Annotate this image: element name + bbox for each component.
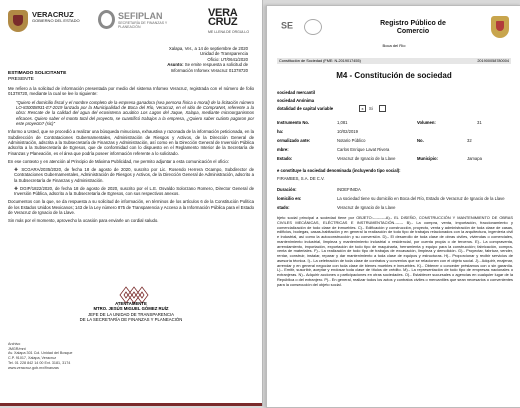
addressee-title: ESTIMADO SOLICITANTE — [8, 71, 67, 76]
state-shield-icon — [491, 16, 509, 38]
label-estado-2: stado: — [277, 205, 290, 210]
signature-role-1: JEFE DE LA UNIDAD DE TRANSPARENCIA — [87, 311, 175, 317]
footer-line-4: C.P. 91017, Xalapa, Veracruz — [8, 356, 57, 361]
request-quote: "Quiero el domicilio fiscal y el nombre completo de la empresa ganadora (sea persona física o moral) de la licitación número LO-830008931-E7-2019 lanzada por la Municipalidad de Boca del Río, Veracruz, en el sitio de CompraNet, referente a la obra: Rescate de la calidad del agua del ecosistema acuático Los Lagos del Jaque, Xalapa, mediante microorganismos eficaces. Quiero saber el monto total del proyecto, se cuantificó trabajos a la empresa, ¿Quiero saber cuánto pagaron por este proyecto? (sic)" — [16, 99, 254, 127]
label-denominacion: e constituye la sociedad denominada (incluyendo tipo social): — [277, 168, 401, 173]
signature-closing: ATENTAMENTE — [115, 301, 147, 306]
label-estado: Estado: — [277, 156, 293, 161]
attachment-bullet-1 — [8, 167, 254, 183]
addressee-sub: PRESENTE — [8, 77, 34, 82]
capital-variable-si: Si — [369, 106, 373, 111]
sefiplan-logo — [98, 8, 188, 38]
registry-id-bar — [277, 58, 511, 64]
label-fecha: ha: — [277, 129, 284, 134]
vera-cruz-logo — [208, 8, 256, 38]
state-seal-icon — [8, 10, 28, 32]
registry-place: Boca del Río — [382, 43, 406, 48]
corporate-purpose-text: bjeto social principal a sociedad tiene por OBJETO:----------A).- EL DISEÑO, CONSTRUCCIÓN Y MANTENIMIENTO DE OBRAS CIVILES MECÁNICAS, ELÉCTRICAS E INSTRUMENTACIÓN.------ B).- La compra, venta, importación, fraccionamiento y comercialización de todo clase de inmuebles. C).- Edificación y construcción, proyecto, venta y administración de toda clase de casas, edificios, bodegas, casas-habitación y en general la realización de todo tipo de trabajos relacionados con la arquitectura, ingeniería civil e industrial, así como la autoconstrucción y su conversión. D).- El desarrollo de toda clase de obras civiles, viviendas o comerciales, mantenimiento industrial, limpieza y mantenimiento industrial o residencial, por cuenta propia o de terceros. E).- La compraventa, arrendamiento, importación, exportación de todo tipo de maquinaria, herramienta y equipo para la construcción; fabricación, compra-venta de materiales. F).- La realización de todo tipo de trabajos de excavación, limpieza y demolición. G).- Proyectar, fabricar, vender, rentar, construir, instalar, reparar y dar mantenimiento a toda clase de equipos y estructuras. H).- Proporcionar y recibir servicios de asesoría técnica. I).- La celebración de toda clase de contratos y convenios que se relacionen con el objeto social. J).- Adquirir, enajenar, arrendar y en general negociar con toda clase de bienes muebles e inmuebles. K).- Obtener o conceder préstamos con o sin garantía. L).- Emitir, suscribir, aceptar y endosar toda clase de títulos de crédito. M).- La representación de todo tipo de empresas nacionales o extranjeras. N).- Adquirir acciones o participaciones en otras sociedades. O).- Establecer sucursales o agencias en cualquier lugar de la República o del extranjero. P).- En general, realizar todos los actos y contratos civiles o mercantiles que sean necesarios o convenientes para la consecución del objeto social. — [277, 215, 513, 287]
vera-cruz-logo-title: VERA CRUZ — [208, 7, 238, 28]
sefiplan-logo-subtitle: SECRETARÍA DE FINANZAS Y PLANEACIÓN — [118, 21, 168, 29]
footer-line-5: Tel. 01 228 842 14 00 Ext. 3181, 3174 — [8, 360, 71, 365]
eagle-emblem-icon — [304, 19, 322, 35]
label-sociedad-mercantil: sociedad mercantil — [277, 90, 315, 95]
label-notario-no: No. — [417, 138, 424, 143]
attachment-bullet-1-text: SCGARA/2035/2020, de fecha 18 de agosto de 2020, suscrito por Lic. Rosendo Herrera Ocampo, Subdirector de Contrataciones Gubernamentales, Administración de Riesgos y Activos, de la Dirección General de Administración, adscrito a la Subsecretaría de Finanzas y Administración. — [14, 167, 254, 183]
label-formalizado: ormalizado ante: — [277, 138, 311, 143]
capital-variable-checkbox[interactable]: x — [359, 105, 366, 112]
attachment-bullet-2-text: DGIP/1822/2020, de fecha 18 de agosto de 2020, suscrito por el L.E. Osvaldo Solorzano Romero, Director General de Inversión Pública, adscrito a la Subsecretaría de Egresos, con sus respectivos anexos. — [14, 185, 254, 197]
label-volumen: Volumen: — [417, 120, 436, 125]
value-instrumento: 1,081 — [337, 120, 348, 125]
letter-body — [8, 86, 254, 226]
paragraph-legal: Documentos con la que, se da respuesta a su solicitud de información, en términos de los artículos 6 de la Constitución Política de los Estados Unidos Mexicanos; 143 de la Ley número 875 de Transparencia y Acceso a la Información Pública para el Estado de Veracruz de Ignacio de la Llave. — [8, 199, 254, 216]
registry-id-left: Constitución de Sociedad (FME: N-2019017455) — [279, 59, 361, 63]
value-estado-2: Veracruz de Ignacio de la Llave — [337, 205, 396, 210]
footer-line-1: Archivo — [8, 342, 21, 346]
value-estado: Veracruz de Ignacio de la Llave — [337, 156, 396, 161]
letter-footer — [8, 342, 208, 370]
label-duracion: Duración: — [277, 187, 297, 192]
veracruz-logo-subtitle: GOBIERNO DEL ESTADO — [32, 18, 80, 23]
letter-oficio: Oficio: UT/0641/2020 — [207, 56, 248, 62]
signature-block — [0, 301, 262, 323]
paragraph-closing: Sin más por el momento, aprovecho la ocasión para enviarle un cordial saludo. — [8, 218, 159, 224]
signature-name: MTRO. JESÚS MIGUEL GÓMEZ RUÍZ — [93, 306, 169, 312]
veracruz-logo-title: VERACRUZ — [32, 10, 74, 19]
value-notario-no: 32 — [467, 138, 472, 143]
letter-unit: Unidad de Transparencia — [199, 51, 248, 57]
label-municipio: Municipio: — [417, 156, 438, 161]
registry-form-page — [266, 5, 520, 408]
label-instrumento: Instrumento No. — [277, 120, 310, 125]
capital-variable-no-checkbox[interactable] — [379, 105, 386, 112]
label-sociedad-anonima: sociedad Anónima — [277, 98, 315, 103]
value-domicilio: La sociedad tiene su domicilio en Boca del Río, Estado de Veracruz de Ignacio de la Llave — [337, 196, 505, 201]
value-fecha: 10/02/2019 — [337, 129, 358, 134]
letterhead — [8, 8, 258, 42]
attachment-bullet-2 — [8, 186, 254, 197]
footer-line-6: www.veracruz.gob.mx/finanzas — [8, 365, 59, 370]
value-nombre: Carlos Enrique Lavat Rivera — [337, 147, 390, 152]
letter-subject-label: Asunto: — [167, 62, 184, 68]
letter-reference-block — [108, 46, 248, 73]
bullet-icon: ❖ — [14, 167, 22, 173]
value-formalizado: Notario Público — [337, 138, 366, 143]
registry-title-line-1: Registro Público de — [380, 20, 446, 27]
registry-title-line-2: Comercio — [396, 28, 430, 35]
veracruz-logo — [8, 8, 88, 38]
letter-date: Xalapa, Ver., a 14 de septiembre de 2020 — [168, 46, 248, 51]
label-capital-variable: dotalidad de capital variable — [277, 106, 334, 111]
registry-header — [279, 16, 511, 42]
addressee — [8, 71, 66, 83]
se-logo-text: SE — [281, 20, 294, 31]
paragraph-context: En ese contexto y en atención al Principio de Máxima Publicidad, me permito adjuntar a esta comunicación el oficio: — [8, 158, 229, 164]
value-municipio: Jamapa — [467, 156, 482, 161]
paragraph-search: Informo a Usted, que se procedió a realizar una búsqueda minuciosa, exhaustiva y razonada de la información peticionada, en la Subdirección de Contrataciones Gubernamentales, Administración de Riesgos y Activos, de la Dirección General de Administración, adscrita a la Subsecretaría de Finanzas y Administración, así como en la Dirección General de Inversión Pública adscrita a la Subsecretaría de Egresos, que de conformidad con lo dispuesto en el Reglamento Interior de la Secretaría de Finanzas y Planeación, es el área que podría poseer información referente a lo solicitado. — [8, 129, 254, 156]
registry-id-right: 201900058780004 — [477, 59, 509, 63]
label-nombre: mbre: — [277, 147, 289, 152]
footer-line-2: JMGR/mnt — [8, 346, 26, 351]
se-logo — [281, 19, 322, 35]
paragraph-intro: Me refiero a la solicitud de información presentada por medio del sistema Infomex Veracruz, registrada con el número de folio 01378720, mediante la cual se lee lo siguiente: — [8, 86, 254, 97]
value-volumen: 31 — [477, 120, 482, 125]
sefiplan-mark-icon — [98, 10, 115, 29]
bullet-icon: ❖ — [14, 185, 21, 191]
letter-subject-cont: Información Infomex Veracruz 01378720 — [170, 67, 248, 73]
value-duracion: INDEFINIDA — [337, 187, 361, 192]
value-denominacion: FIRAMBES, S.A. DE C.V. — [277, 176, 325, 181]
footer-line-3: Av. Xalapa 301 Col. Unidad del Bosque — [8, 351, 73, 356]
label-domicilio: lomicilio en: — [277, 196, 302, 201]
letter-subject-value: Se emite respuesta a solicitud de — [184, 62, 248, 68]
sefiplan-logo-title: SEFIPLAN — [118, 11, 163, 21]
form-title: M4 - Constitución de sociedad — [336, 71, 452, 80]
signature-role-2: DE LA SECRETARÍA DE FINANZAS Y PLANEACIÓN — [79, 317, 183, 323]
registry-title — [373, 20, 453, 36]
vera-cruz-logo-subtitle: ME LLENA DE ORGULLO — [208, 30, 250, 34]
